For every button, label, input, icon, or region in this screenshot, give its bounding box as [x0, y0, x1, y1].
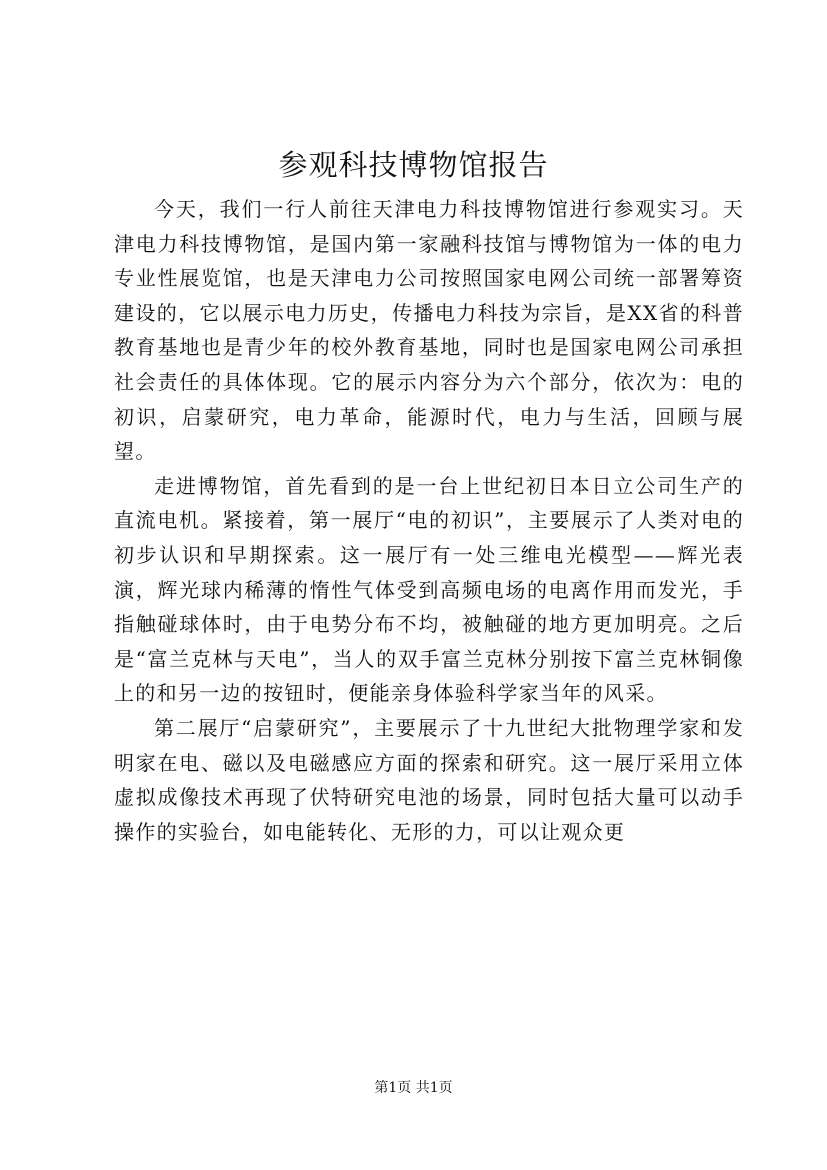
paragraph-second-hall: 第二展厅“启蒙研究”，主要展示了十九世纪大批物理学家和发明家在电、磁以及电磁感应方面的探索和研究。这一展厅采用立体虚拟成像技术再现了伏特研究电池的场景，同时包括大量可以动手操作的实验台，如电能转化、无形的力，可以让观众更 — [114, 715, 744, 844]
paragraph-intro: 今天，我们一行人前往天津电力科技博物馆进行参观实习。天津电力科技博物馆，是国内第一家融科技馆与博物馆为一体的电力专业性展览馆，也是天津电力公司按照国家电网公司统一部署筹资建设的，它以展示电力历史，传播电力科技为宗旨，是XX省的科普教育基地也是青少年的校外教育基地，同时也是国家电网公司承担社会责任的具体体现。它的展示内容分为六个部分，依次为：电的初识，启蒙研究，电力革命，能源时代，电力与生活，回顾与展望。 — [114, 197, 744, 464]
document-body — [114, 192, 744, 849]
paragraph-first-hall: 走进博物馆，首先看到的是一台上世纪初日本日立公司生产的直流电机。紧接着，第一展厅“电的初识”，主要展示了人类对电的初步认识和早期探索。这一展厅有一处三维电光模型——辉光表演，辉光球内稀薄的惰性气体受到高频电场的电离作用而发光，手指触碰球体时，由于电势分布不均，被触碰的地方更加明亮。之后是“富兰克林与天电”，当人的双手富兰克林分别按下富兰克林铜像上的和另一边的按钮时，便能亲身体验科学家当年的风采。 — [114, 473, 744, 706]
document-title: 参观科技博物馆报告 — [278, 148, 549, 182]
page-footer: 第1页 共1页 — [374, 1080, 453, 1096]
